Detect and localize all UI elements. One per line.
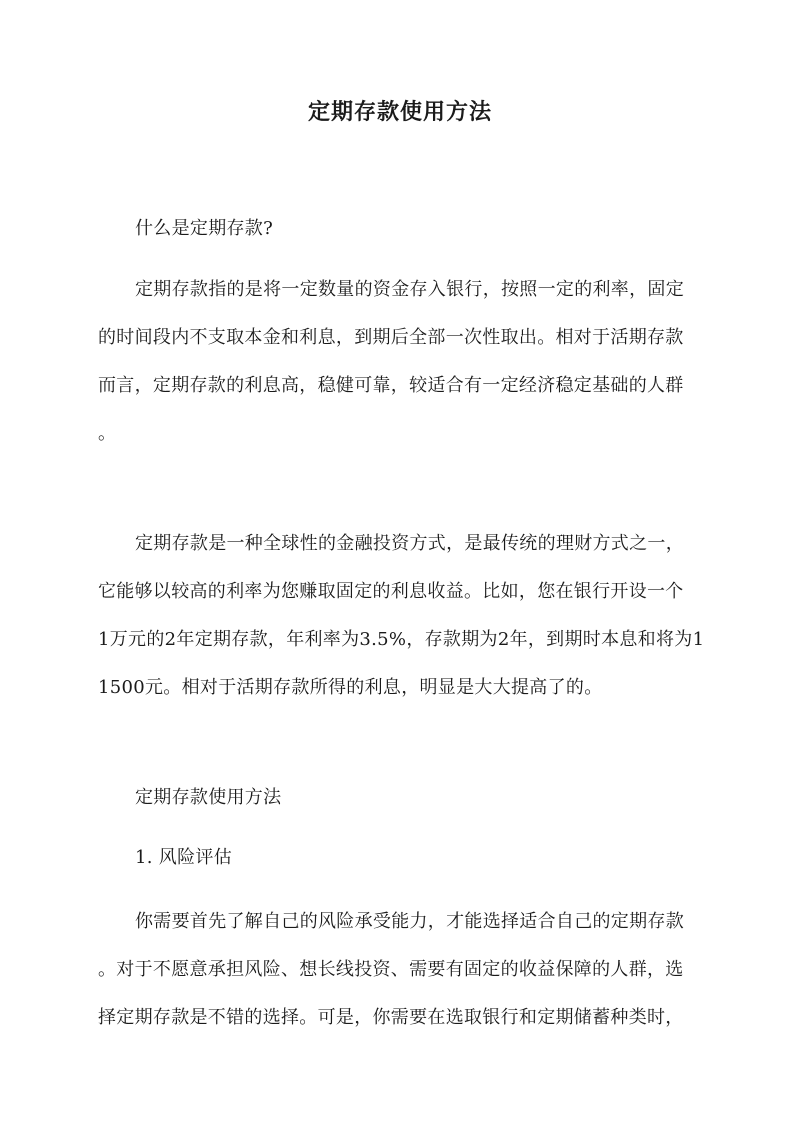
paragraph-line: 1万元的2年定期存款，年利率为3.5%，存款期为2年，到期时本息和将为1 (98, 629, 705, 650)
paragraph-line: 而言，定期存款的利息高，稳健可靠，较适合有一定经济稳定基础的人群 (98, 375, 684, 396)
paragraph-line: 定期存款是一种全球性的金融投资方式，是最传统的理财方式之一， (135, 533, 684, 554)
paragraph-line: 它能够以较高的利率为您赚取固定的利息收益。比如，您在银行开设一个 (98, 581, 684, 602)
paragraph-line: 择定期存款是不错的选择。可是，你需要在选取银行和定期储蓄种类时， (98, 1007, 684, 1028)
paragraph-definition (98, 266, 702, 458)
paragraph-example (98, 520, 705, 712)
question-heading: 什么是定期存款? (135, 218, 274, 239)
paragraph-line: 的时间段内不支取本金和利息，到期后全部一次性取出。相对于活期存款 (98, 327, 684, 348)
section-heading: 定期存款使用方法 (135, 787, 282, 808)
paragraph-risk (98, 898, 702, 1042)
paragraph-line: 。 (98, 423, 117, 444)
paragraph-line: 定期存款指的是将一定数量的资金存入银行，按照一定的利率，固定 (135, 279, 684, 300)
page-title: 定期存款使用方法 (307, 99, 492, 125)
paragraph-line: 你需要首先了解自己的风险承受能力，才能选择适合自己的定期存款 (135, 911, 684, 932)
paragraph-line: 1500元。相对于活期存款所得的利息，明显是大大提高了的。 (98, 677, 603, 698)
paragraph-line: 。对于不愿意承担风险、想长线投资、需要有固定的收益保障的人群，选 (98, 959, 684, 980)
item-heading-risk: 1. 风险评估 (135, 847, 232, 868)
